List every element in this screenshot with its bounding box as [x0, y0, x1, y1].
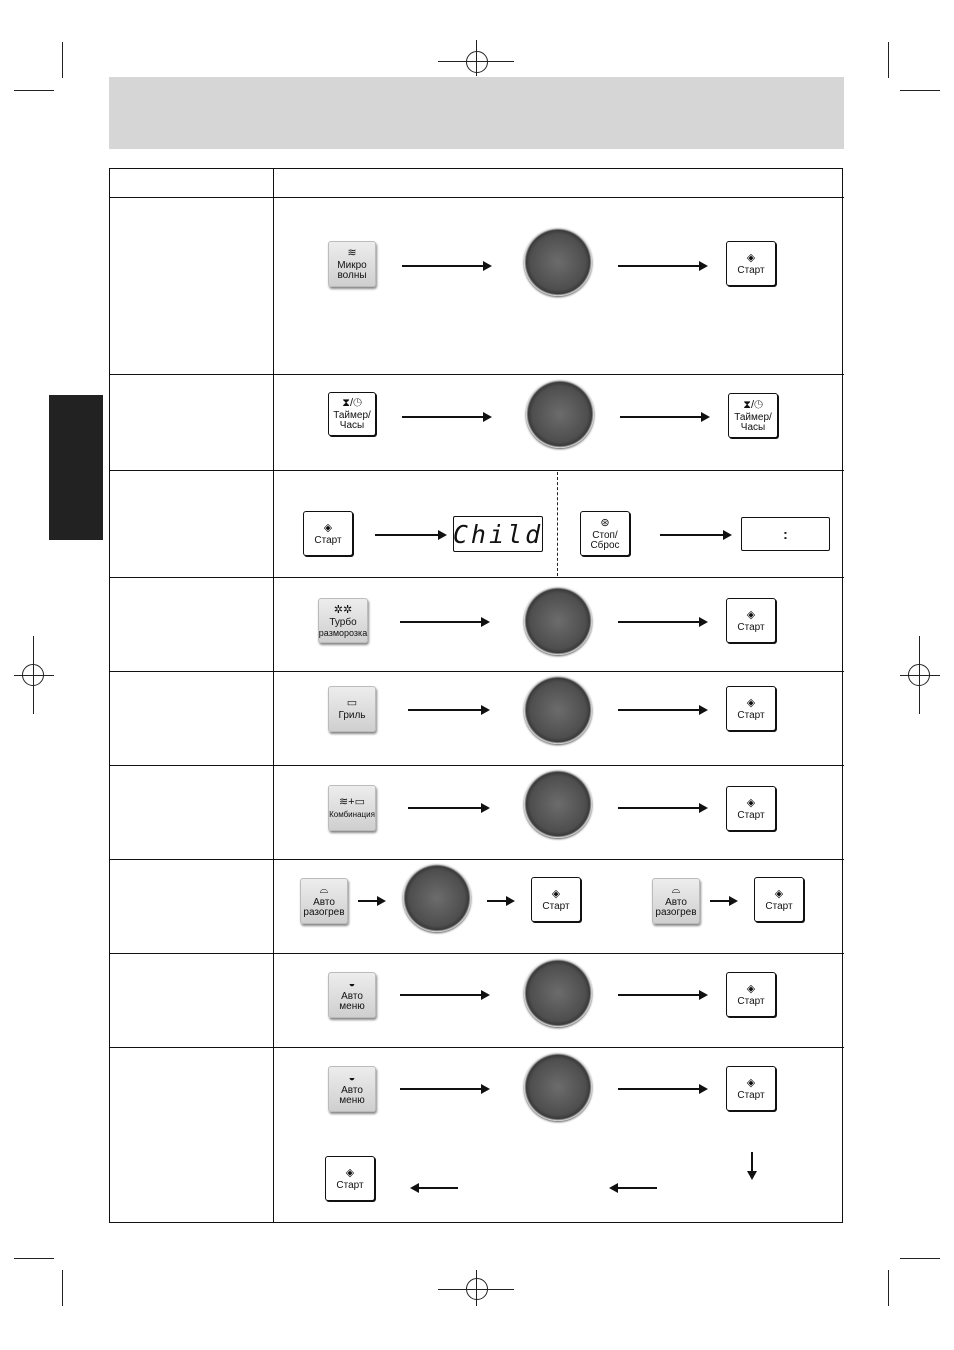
- start-diamond-icon: ◈: [345, 1166, 355, 1179]
- pot-icon: ⌓: [319, 884, 329, 896]
- header-band: [109, 77, 844, 149]
- turbo-defrost-button[interactable]: ✲✲ Турбо разморозка: [318, 598, 368, 643]
- start-button[interactable]: ◈ Старт: [325, 1156, 375, 1201]
- dial-knob[interactable]: [524, 1053, 592, 1121]
- start-diamond-icon: ◈: [774, 887, 784, 900]
- microwave-waves-icon: ≋: [347, 247, 357, 259]
- timer-clock-button[interactable]: ⧗/◷ Таймер/ Часы: [328, 392, 376, 436]
- start-diamond-icon: ◈: [746, 251, 756, 264]
- auto-menu-button[interactable]: ◒ Авто меню: [328, 972, 376, 1018]
- clock-display: :: [741, 517, 830, 551]
- hourglass-clock-icon: ⧗/◷: [342, 397, 362, 409]
- side-tab: [49, 395, 103, 540]
- grill-button[interactable]: ▭ Гриль: [328, 686, 376, 732]
- dish-icon: ◒: [348, 1072, 356, 1084]
- combination-button[interactable]: ≋+▭ Комбинация: [328, 785, 376, 831]
- dial-knob[interactable]: [524, 676, 592, 744]
- dial-knob[interactable]: [526, 380, 594, 448]
- pot-icon: ⌓: [671, 884, 681, 896]
- dial-knob[interactable]: [524, 587, 592, 655]
- start-button[interactable]: ◈ Старт: [726, 786, 776, 831]
- dial-knob[interactable]: [524, 228, 592, 296]
- dial-knob[interactable]: [524, 959, 592, 1027]
- timer-clock-button[interactable]: ⧗/◷ Таймер/ Часы: [728, 393, 778, 438]
- start-diamond-icon: ◈: [551, 887, 561, 900]
- start-button[interactable]: ◈ Старт: [726, 241, 776, 286]
- start-diamond-icon: ◈: [746, 608, 756, 621]
- start-button[interactable]: ◈ Старт: [726, 972, 776, 1017]
- grill-heater-icon: ▭: [346, 697, 358, 709]
- start-button[interactable]: ◈ Старт: [726, 686, 776, 731]
- start-button[interactable]: ◈ Старт: [726, 598, 776, 643]
- dial-knob[interactable]: [403, 864, 471, 932]
- stop-circle-icon: ⊛: [600, 516, 610, 529]
- start-diamond-icon: ◈: [746, 982, 756, 995]
- start-diamond-icon: ◈: [746, 696, 756, 709]
- child-lock-display: Child: [453, 516, 543, 552]
- microwave-plus-grill-icon: ≋+▭: [338, 796, 366, 808]
- auto-menu-button[interactable]: ◒ Авто меню: [328, 1066, 376, 1112]
- microwave-button[interactable]: ≋ Микро волны: [328, 241, 376, 287]
- start-diamond-icon: ◈: [746, 1076, 756, 1089]
- start-button[interactable]: ◈ Старт: [303, 511, 353, 556]
- hourglass-clock-icon: ⧗/◷: [743, 398, 763, 411]
- auto-reheat-button[interactable]: ⌓ Авто разогрев: [652, 878, 700, 924]
- stop-reset-button[interactable]: ⊛ Стоп/ Сброс: [580, 511, 630, 556]
- dish-icon: ◒: [348, 978, 356, 990]
- dial-knob[interactable]: [524, 770, 592, 838]
- start-diamond-icon: ◈: [323, 521, 333, 534]
- auto-reheat-button[interactable]: ⌓ Авто разогрев: [300, 878, 348, 924]
- snowflake-drops-icon: ✲✲: [333, 603, 353, 616]
- start-diamond-icon: ◈: [746, 796, 756, 809]
- start-button[interactable]: ◈ Старт: [531, 877, 581, 922]
- start-button[interactable]: ◈ Старт: [726, 1066, 776, 1111]
- start-button[interactable]: ◈ Старт: [754, 877, 804, 922]
